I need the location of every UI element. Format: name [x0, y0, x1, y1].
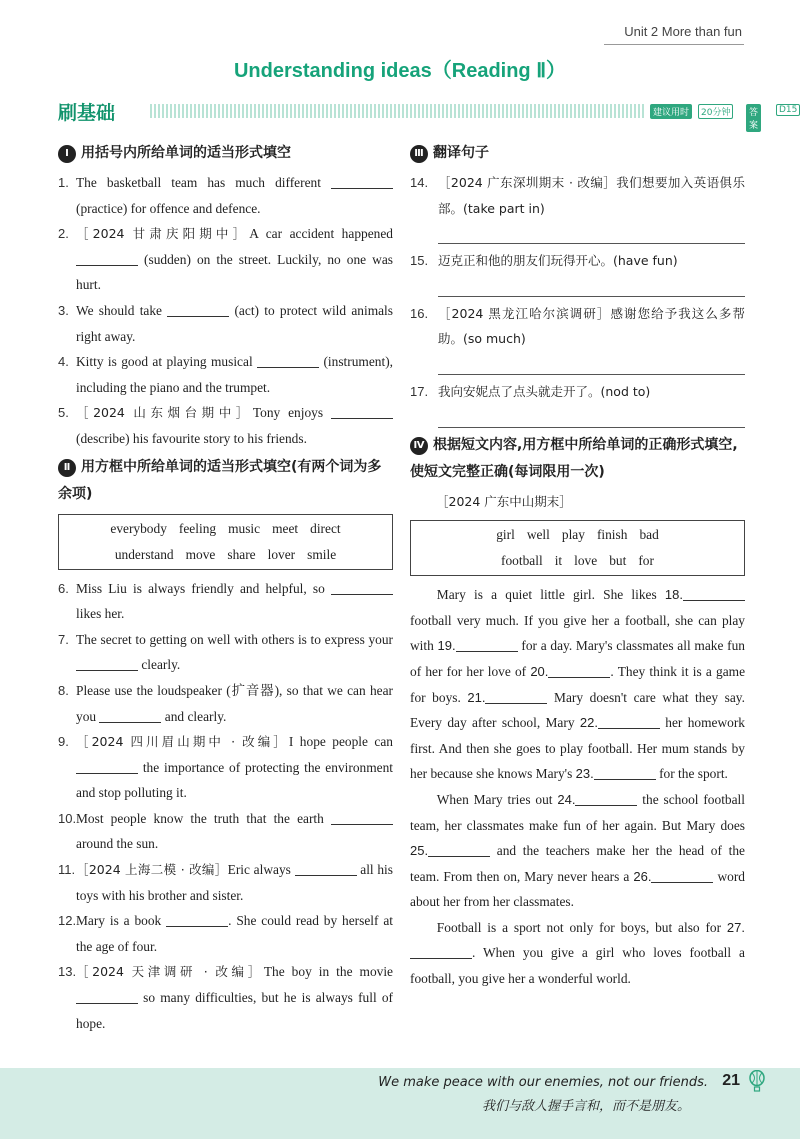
question-text: Mary is a book [76, 913, 167, 929]
section-4-heading [410, 432, 745, 486]
question-number: 4. [58, 354, 69, 370]
answer-blank[interactable] [548, 663, 610, 678]
answer-value: D15 [776, 104, 800, 116]
question-14 [410, 170, 745, 221]
blank-number: 24. [557, 791, 576, 807]
question-text: and clearly. [161, 708, 227, 724]
question-text: (describe) his favourite story to his friends. [76, 430, 307, 446]
question-source: ［2024 甘肃庆阳期中］ [76, 226, 250, 242]
answer-blank[interactable] [76, 656, 138, 671]
time-value: 20分钟 [698, 104, 733, 119]
answer-blank[interactable] [167, 302, 229, 317]
question-11 [58, 857, 393, 908]
question-text: 我向安妮点了点头就走开了。(nod to) [438, 383, 651, 399]
answer-line[interactable] [438, 221, 745, 244]
answer-blank[interactable] [331, 404, 393, 419]
word-option: share [227, 546, 256, 562]
question-number: 11. [58, 862, 76, 878]
question-number: 8. [58, 682, 69, 698]
passage-text: for a day. Mary's classmates all make fun of her for her love of [410, 638, 745, 679]
question-source: ［2024 广东深圳期末 · 改编］ [438, 175, 617, 190]
question-text: the importance of protecting the environment and stop polluting it. [76, 759, 393, 801]
word-box [58, 514, 393, 570]
question-text: . She could read by herself at the age of four. [76, 913, 393, 954]
word-option: girl [496, 527, 515, 543]
question-text: (act) to protect wild animals right away. [76, 302, 393, 344]
question-number: 14. [410, 175, 429, 190]
word-option: love [574, 553, 598, 569]
word-option: bad [639, 527, 659, 543]
section-number-badge: Ⅳ [410, 437, 428, 455]
blank-number: 26. [633, 868, 652, 884]
word-option: for [638, 553, 654, 569]
answer-blank[interactable] [331, 580, 393, 595]
answer-blank[interactable] [594, 765, 656, 780]
question-9 [58, 729, 393, 806]
question-number: 2. [58, 226, 69, 242]
answer-blank[interactable] [651, 868, 713, 883]
blank-number: 19. [437, 638, 456, 654]
section-3-heading [410, 140, 745, 167]
question-source: ［2024 广东中山期末］ [436, 493, 572, 509]
question-text: We should take [76, 302, 168, 318]
question-text: clearly. [138, 657, 181, 673]
blank-number: 20. [530, 663, 549, 679]
question-text: The basketball team has much different [76, 175, 331, 190]
word-option: finish [596, 527, 628, 543]
question-1 [58, 170, 393, 221]
word-option: well [526, 527, 550, 543]
passage-text: word about her from her classmates. [410, 868, 745, 910]
question-2 [58, 221, 393, 298]
question-text: 感谢您给予我这么多帮助。(so much) [438, 305, 745, 347]
question-source: ［2024 黑龙江哈尔滨调研］ [438, 305, 611, 321]
question-source: ［2024 上海二模 · 改编］ [76, 862, 228, 878]
question-7 [58, 627, 393, 678]
word-box-row-1 [411, 522, 744, 548]
page-title: Understanding ideas（Reading Ⅱ） [233, 60, 567, 82]
passage-text: Football is a sport not only for boys, but also for [436, 919, 727, 935]
word-option: understand [114, 546, 174, 562]
question-number: 6. [58, 580, 69, 596]
blank-number: 18. [664, 587, 683, 603]
question-text: 我们想要加入英语俱乐部。(take part in) [438, 175, 745, 216]
question-13 [58, 959, 393, 1036]
time-label: 建议用时 [650, 104, 692, 119]
passage-text: and the teachers make her the head of the team. From then on, Mary never hears a [410, 843, 745, 884]
word-option: it [554, 553, 563, 569]
answer-blank[interactable] [166, 912, 228, 927]
section-bar [58, 98, 798, 131]
question-5 [58, 400, 393, 451]
question-source: ［2024 天津调研 · 改编］ [76, 964, 264, 980]
passage-paragraph-3 [410, 915, 745, 992]
question-number: 17. [410, 383, 429, 399]
question-16 [410, 301, 745, 352]
answer-blank[interactable] [295, 861, 357, 876]
footer-quote-en: We make peace with our enemies, not our friends. [378, 1075, 708, 1090]
word-box [410, 520, 745, 576]
section-title: 用括号内所给单词的适当形式填空 [81, 145, 291, 161]
answer-blank[interactable] [456, 637, 518, 652]
section-title: 翻译句子 [433, 145, 489, 161]
answer-blank[interactable] [575, 791, 637, 806]
question-number: 7. [58, 631, 69, 647]
answer-blank[interactable] [331, 810, 393, 825]
section-number-badge: Ⅱ [58, 459, 76, 477]
header-divider [604, 44, 744, 45]
answer-blank[interactable] [76, 989, 138, 1004]
word-option: lover [267, 546, 296, 562]
passage-text: . When you give a girl who loves football a football, you give her a wonderful world. [410, 945, 745, 987]
word-option: smile [307, 546, 337, 562]
answer-blank[interactable] [683, 586, 745, 601]
question-text: A car accident happened [249, 226, 393, 242]
unit-label: Unit 2 More than fun [624, 24, 742, 39]
section-1-heading [58, 140, 393, 167]
question-text: Eric always [227, 862, 295, 878]
question-text: Kitty is good at playing musical [76, 354, 258, 370]
question-text: The secret to getting on well with others is to express your [76, 631, 393, 647]
word-option: direct [310, 520, 341, 536]
question-text: (sudden) on the street. Luckily, no one was hurt. [76, 251, 393, 293]
word-option: play [561, 527, 585, 543]
word-box-row-2 [59, 542, 392, 568]
word-option: feeling [178, 520, 217, 536]
word-option: but [609, 553, 627, 569]
question-text: around the sun. [76, 836, 159, 852]
word-box-row-1 [59, 516, 392, 542]
question-text: Tony enjoys [252, 405, 331, 421]
question-number: 9. [58, 734, 69, 750]
answer-line[interactable] [438, 405, 745, 428]
answer-blank[interactable] [428, 842, 490, 857]
question-number: 10. [58, 810, 77, 826]
question-text: all his toys with his brother and sister. [76, 862, 393, 903]
question-source: ［2024 山东烟台期中］ [76, 405, 253, 421]
answer-line[interactable] [438, 352, 745, 375]
question-number: 3. [58, 302, 69, 318]
answer-blank[interactable] [598, 714, 660, 729]
section-number-badge: Ⅰ [58, 145, 76, 163]
passage-text: football very much. If you give her a football, she can play with [410, 612, 745, 654]
passage-paragraph-1 [410, 582, 745, 787]
question-text: Miss Liu is always friendly and helpful, so [76, 580, 331, 596]
footer-quote-cn: 我们与敌人握手言和，而不是朋友。 [481, 1099, 690, 1114]
question-10 [58, 806, 393, 857]
passage-text: for the sport. [655, 766, 728, 782]
question-text: Most people know the truth that the earth [76, 810, 331, 826]
answer-blank[interactable] [76, 759, 138, 774]
word-option: music [228, 520, 261, 536]
passage-text: her homework first. And then she goes to play football. Her mum stands by her because she knows Mary's [410, 715, 745, 782]
word-option: meet [272, 520, 299, 536]
question-text: (instrument), including the piano and the trumpet. [76, 354, 393, 395]
blank-number: 23. [575, 766, 594, 782]
answer-blank[interactable] [99, 708, 161, 723]
question-4 [58, 349, 393, 400]
word-option: football [501, 553, 543, 569]
question-number: 13. [58, 964, 77, 980]
passage-paragraph-2 [410, 787, 745, 915]
blank-number: 25. [410, 843, 429, 859]
passage-text: Mary is a quiet little girl. She likes [436, 587, 665, 603]
passage-text: the school football team, her classmates make fun of her again. But Mary does [410, 791, 745, 833]
question-text: I hope people can [288, 734, 393, 750]
question-12 [58, 908, 393, 959]
right-column [410, 138, 745, 992]
answer-blank[interactable] [331, 174, 393, 189]
question-17 [410, 379, 745, 405]
question-3 [58, 298, 393, 349]
blank-number: 22. [579, 715, 598, 731]
balloon-icon [748, 1070, 766, 1092]
blank-number: 21. [467, 689, 486, 705]
passage-text: Mary doesn't care what they say. Every day after school, Mary [410, 689, 745, 731]
question-8 [58, 678, 393, 729]
question-number: 5. [58, 405, 69, 421]
answer-blank[interactable] [410, 944, 472, 959]
question-number: 16. [410, 305, 429, 321]
answer-line[interactable] [438, 274, 745, 297]
question-number: 12. [58, 913, 77, 929]
question-6 [58, 576, 393, 627]
word-box-row-2 [411, 548, 744, 574]
passage-text: . They think it is a game for boys. [410, 663, 746, 705]
question-source: ［2024 四川眉山期中 · 改编］ [76, 734, 289, 750]
question-text: so many difficulties, but he is always full of hope. [76, 990, 393, 1031]
blank-number: 27. [726, 919, 745, 935]
section-title: 根据短文内容,用方框中所给单词的正确形式填空,使短文完整正确(每词限用一次) [410, 436, 738, 480]
question-text: Please use the loudspeaker (扩音器), so that we can hear you [76, 682, 393, 724]
passage-text: When Mary tries out [436, 791, 558, 807]
question-text: (practice) for offence and defence. [76, 200, 261, 216]
section-title: 用方框中所给单词的适当形式填空(有两个词为多余项) [58, 458, 382, 502]
answer-label: 答案 [746, 104, 761, 132]
answer-blank[interactable] [76, 251, 138, 266]
section-2-heading [58, 454, 393, 508]
answer-blank[interactable] [485, 689, 547, 704]
section-number-badge: Ⅲ [410, 145, 428, 163]
word-option: move [185, 546, 216, 562]
word-option: everybody [110, 520, 167, 536]
question-15 [410, 248, 745, 274]
brand-label: 刷基础 [58, 102, 116, 124]
question-number: 15. [410, 253, 429, 269]
question-text: The boy in the movie [263, 964, 393, 980]
dotted-rule [150, 104, 645, 118]
question-text: 迈克正和他的朋友们玩得开心。(have fun) [438, 253, 678, 269]
question-text: likes her. [76, 606, 125, 622]
answer-blank[interactable] [257, 353, 319, 368]
left-column [58, 138, 393, 1036]
page-number: 21 [722, 1072, 740, 1089]
question-number: 1. [58, 175, 69, 190]
